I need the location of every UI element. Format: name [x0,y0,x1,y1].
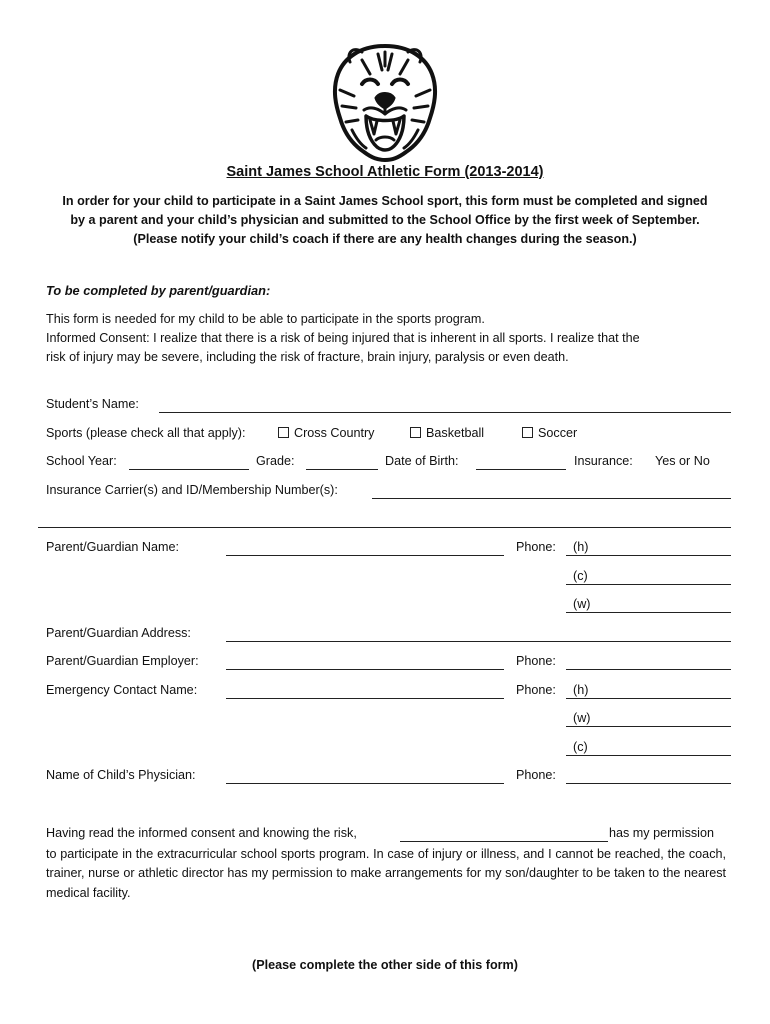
tiger-logo-icon [330,40,440,164]
consent-line-3: risk of injury may be severe, including the risk of fracture, brain injury, paralysis or even death. [46,350,569,364]
emergency-phone-home-label: (h) [573,683,589,697]
parent-employer-label: Parent/Guardian Employer: [46,654,199,668]
parent-phone-home-label: (h) [573,540,589,554]
permission-line-end: has my permission [609,826,714,840]
parent-phone-work-label: (w) [573,597,591,611]
intro-line-3: (Please notify your child’s coach if there are any health changes during the season.) [133,232,637,246]
emergency-phone-cell-label: (c) [573,740,588,754]
school-year-label: School Year: [46,454,117,468]
permission-line-start: Having read the informed consent and knowing the risk, [46,826,357,840]
parent-phone-home-field[interactable] [566,555,731,556]
physician-phone-field[interactable] [566,783,731,784]
dob-field[interactable] [476,469,566,470]
parent-employer-field[interactable] [226,669,504,670]
emergency-phone-work-label: (w) [573,711,591,725]
footer-note: (Please complete the other side of this form) [252,958,518,972]
physician-name-field[interactable] [226,783,504,784]
parent-address-label: Parent/Guardian Address: [46,626,191,640]
employer-phone-field[interactable] [566,669,731,670]
physician-phone-label: Phone: [516,768,556,782]
emergency-contact-label: Emergency Contact Name: [46,683,198,697]
student-name-label: Student’s Name: [46,397,139,411]
insurance-carrier-label: Insurance Carrier(s) and ID/Membership Number(s): [46,483,338,497]
parent-phone-label: Phone: [516,540,556,554]
consent-line-2: Informed Consent: I realize that there is a risk of being injured that is inherent in all sports. I realize that the [46,331,640,345]
insurance-yes-no[interactable]: Yes or No [655,454,710,468]
school-year-field[interactable] [129,469,249,470]
grade-field[interactable] [306,469,378,470]
parent-section-heading: To be completed by parent/guardian: [46,283,271,298]
parent-phone-work-field[interactable] [566,612,731,613]
emergency-phone-cell-field[interactable] [566,755,731,756]
checkbox-icon[interactable] [522,427,533,438]
insurance-label: Insurance: [574,454,633,468]
sports-label: Sports (please check all that apply): [46,426,246,440]
grade-label: Grade: [256,454,295,468]
sport-option-basketball[interactable]: Basketball [410,426,484,440]
insurance-carrier-field[interactable] [372,498,731,499]
parent-name-label: Parent/Guardian Name: [46,540,180,554]
section-divider [38,527,731,528]
intro-line-1: In order for your child to participate in a Saint James School sport, this form must be completed and signed [62,194,708,208]
intro-line-2: by a parent and your child’s physician and submitted to the School Office by the first week of September. [70,213,700,227]
employer-phone-label: Phone: [516,654,556,668]
parent-name-field[interactable] [226,555,504,556]
consent-line-1: This form is needed for my child to be able to participate in the sports program. [46,312,485,326]
parent-phone-cell-label: (c) [573,569,588,583]
form-title: Saint James School Athletic Form (2013-2014) [226,164,544,180]
physician-name-label: Name of Child’s Physician: [46,768,196,782]
checkbox-icon[interactable] [278,427,289,438]
permission-paragraph: to participate in the extracurricular school sports program. In case of injury or illness, and I cannot be reached, the coach, trainer, nurse or athletic director has my permission to make arrangements for my son/daughter to be taken to the nearest medical facility. [46,847,726,900]
dob-label: Date of Birth: [385,454,459,468]
parent-address-field[interactable] [226,641,731,642]
emergency-contact-field[interactable] [226,698,504,699]
sport-option-soccer[interactable]: Soccer [522,426,577,440]
child-name-field[interactable] [400,841,608,842]
checkbox-icon[interactable] [410,427,421,438]
emergency-phone-home-field[interactable] [566,698,731,699]
student-name-field[interactable] [159,412,731,413]
emergency-phone-work-field[interactable] [566,726,731,727]
emergency-phone-label: Phone: [516,683,556,697]
sport-option-cross-country[interactable]: Cross Country [278,426,374,440]
parent-phone-cell-field[interactable] [566,584,731,585]
